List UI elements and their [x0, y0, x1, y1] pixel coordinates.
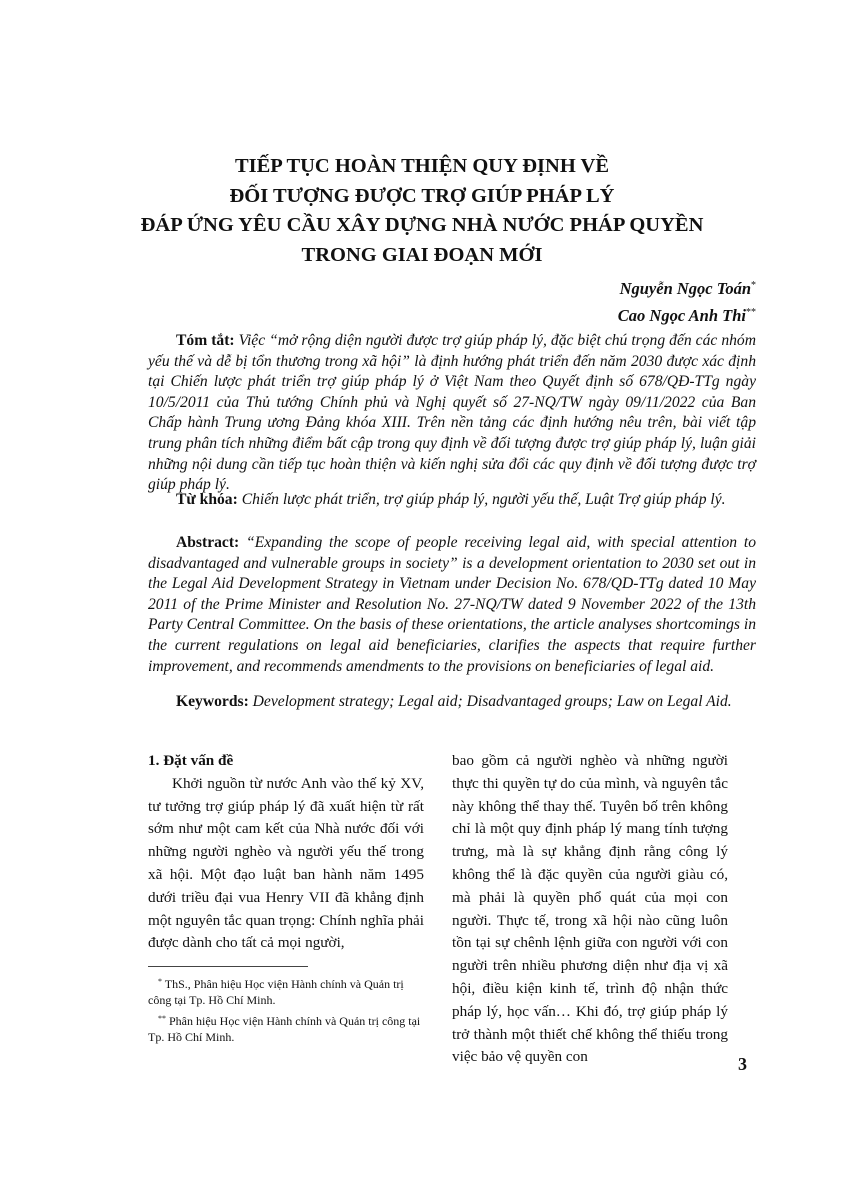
- footnote: [148, 974, 424, 1008]
- footnote-text: ThS., Phân hiệu Học viện Hành chính và Quản trị công tại Tp. Hồ Chí Minh.: [148, 977, 404, 1007]
- body-paragraph: Khởi nguồn từ nước Anh vào thế kỷ XV, tư tưởng trợ giúp pháp lý đã xuất hiện từ rất sớm như một cam kết của Nhà nước đối với những người nghèo và người yếu thế trong xã hội. Một đạo luật ban hành năm 1495 dưới triều đại vua Henry VII đã khẳng định một nguyên tắc quan trọng: Chính nghĩa phải được dành cho tất cả mọi người,: [148, 774, 424, 952]
- abstract-text: Việc “mở rộng diện người được trợ giúp pháp lý, đặc biệt chú trọng đến các nhóm yếu thế và dễ bị tổn thương trong xã hội” là định hướng phát triển đến năm 2030 được xác định tại Chiến lược phát triển trợ giúp pháp lý ở Việt Nam theo Quyết định số 678/QĐ-TTg ngày 10/5/2011 của Thủ tướng Chính phủ và Nghị quyết số 27-NQ/TW ngày 09/11/2022 của Ban Chấp hành Trung ương Đảng khóa XIII. Trên nền tảng các định hướng nêu trên, bài viết tập trung phân tích những điểm bất cập trong quy định về đối tượng được trợ giúp pháp lý, luận giải những nội dung cần tiếp tục hoàn thiện và kiến nghị sửa đổi các quy định về đối tượng được trợ giúp pháp lý.: [148, 332, 756, 494]
- section-heading: 1. Đặt vấn đề: [148, 752, 234, 769]
- author-footnote-mark: **: [746, 307, 756, 318]
- article-title: [100, 152, 744, 270]
- title-line: ĐÁP ỨNG YÊU CẦU XÂY DỰNG NHÀ NƯỚC PHÁP QUYỀN: [140, 214, 704, 236]
- body-column-right: [452, 750, 728, 1069]
- footnote-mark: *: [158, 977, 162, 986]
- body-column-left: [148, 750, 424, 955]
- author-footnote-mark: *: [751, 280, 756, 291]
- body-paragraph: bao gồm cả người nghèo và những người thực thi quyền tự do của mình, và nguyên tắc này không thể thay thế. Tuyên bố trên không chỉ là một quy định pháp lý mang tính tượng trưng, mà là sự khẳng định rằng công lý không thể là đặc quyền của người giàu có, mà phải là quyền phổ quát của mọi con người. Thực tế, trong xã hội nào cũng luôn tồn tại sự chênh lệnh giữa con người với con người trên nhiều phương diện như địa vị xã hội, điều kiện kinh tế, trình độ nhận thức pháp lý, học vấn… Khi đó, trợ giúp pháp lý trở thành một thiết chế không thể thiếu trong việc bảo vệ quyền con: [452, 752, 728, 1066]
- author: [618, 274, 756, 301]
- keywords-label: Từ khóa:: [176, 491, 238, 508]
- footnotes: [148, 974, 424, 1048]
- footnote-divider: [148, 966, 308, 967]
- abstract-english: [148, 533, 756, 677]
- keywords-text: Chiến lược phát triển, trợ giúp pháp lý, người yếu thế, Luật Trợ giúp pháp lý.: [241, 491, 726, 508]
- title-line: ĐỐI TƯỢNG ĐƯỢC TRỢ GIÚP PHÁP LÝ: [229, 184, 615, 207]
- author-name: Nguyễn Ngọc Toán: [619, 279, 751, 298]
- abstract-text: “Expanding the scope of people receiving legal aid, with special attention to disadvantaged and vulnerable groups in society” is a development orientation to 2030 set out in the Legal Aid Development Strategy in Vietnam under Decision No. 678/QD-TTg dated 10 May 2011 of the Prime Minister and Resolution No. 27-NQ/TW dated 9 November 2022 of the 13th Party Central Committee. On the basis of these orientations, the article analyses shortcomings in the current regulations on legal aid beneficiaries, clarifies the aspects that require further improvement, and recommends amendments to the provisions on beneficiaries of legal aid.: [148, 534, 757, 675]
- title-line: TRONG GIAI ĐOẠN MỚI: [301, 243, 543, 266]
- abstract-vietnamese: [148, 331, 756, 496]
- abstract-label: Abstract:: [176, 534, 240, 551]
- keywords-english: [148, 692, 756, 713]
- footnote: [148, 1011, 424, 1045]
- abstract-label: Tóm tắt:: [176, 332, 235, 349]
- footnote-mark: **: [158, 1014, 166, 1023]
- footnote-text: Phân hiệu Học viện Hành chính và Quản trị công tại Tp. Hồ Chí Minh.: [148, 1014, 421, 1044]
- author-list: [618, 274, 756, 328]
- author: [618, 301, 756, 328]
- author-name: Cao Ngọc Anh Thi: [617, 306, 746, 325]
- keywords-label: Keywords:: [176, 693, 249, 710]
- keywords-text: Development strategy; Legal aid; Disadvantaged groups; Law on Legal Aid.: [252, 693, 732, 710]
- page-number: 3: [738, 1054, 747, 1074]
- keywords-vietnamese: [148, 490, 756, 511]
- title-line: TIẾP TỤC HOÀN THIỆN QUY ĐỊNH VỀ: [234, 155, 609, 177]
